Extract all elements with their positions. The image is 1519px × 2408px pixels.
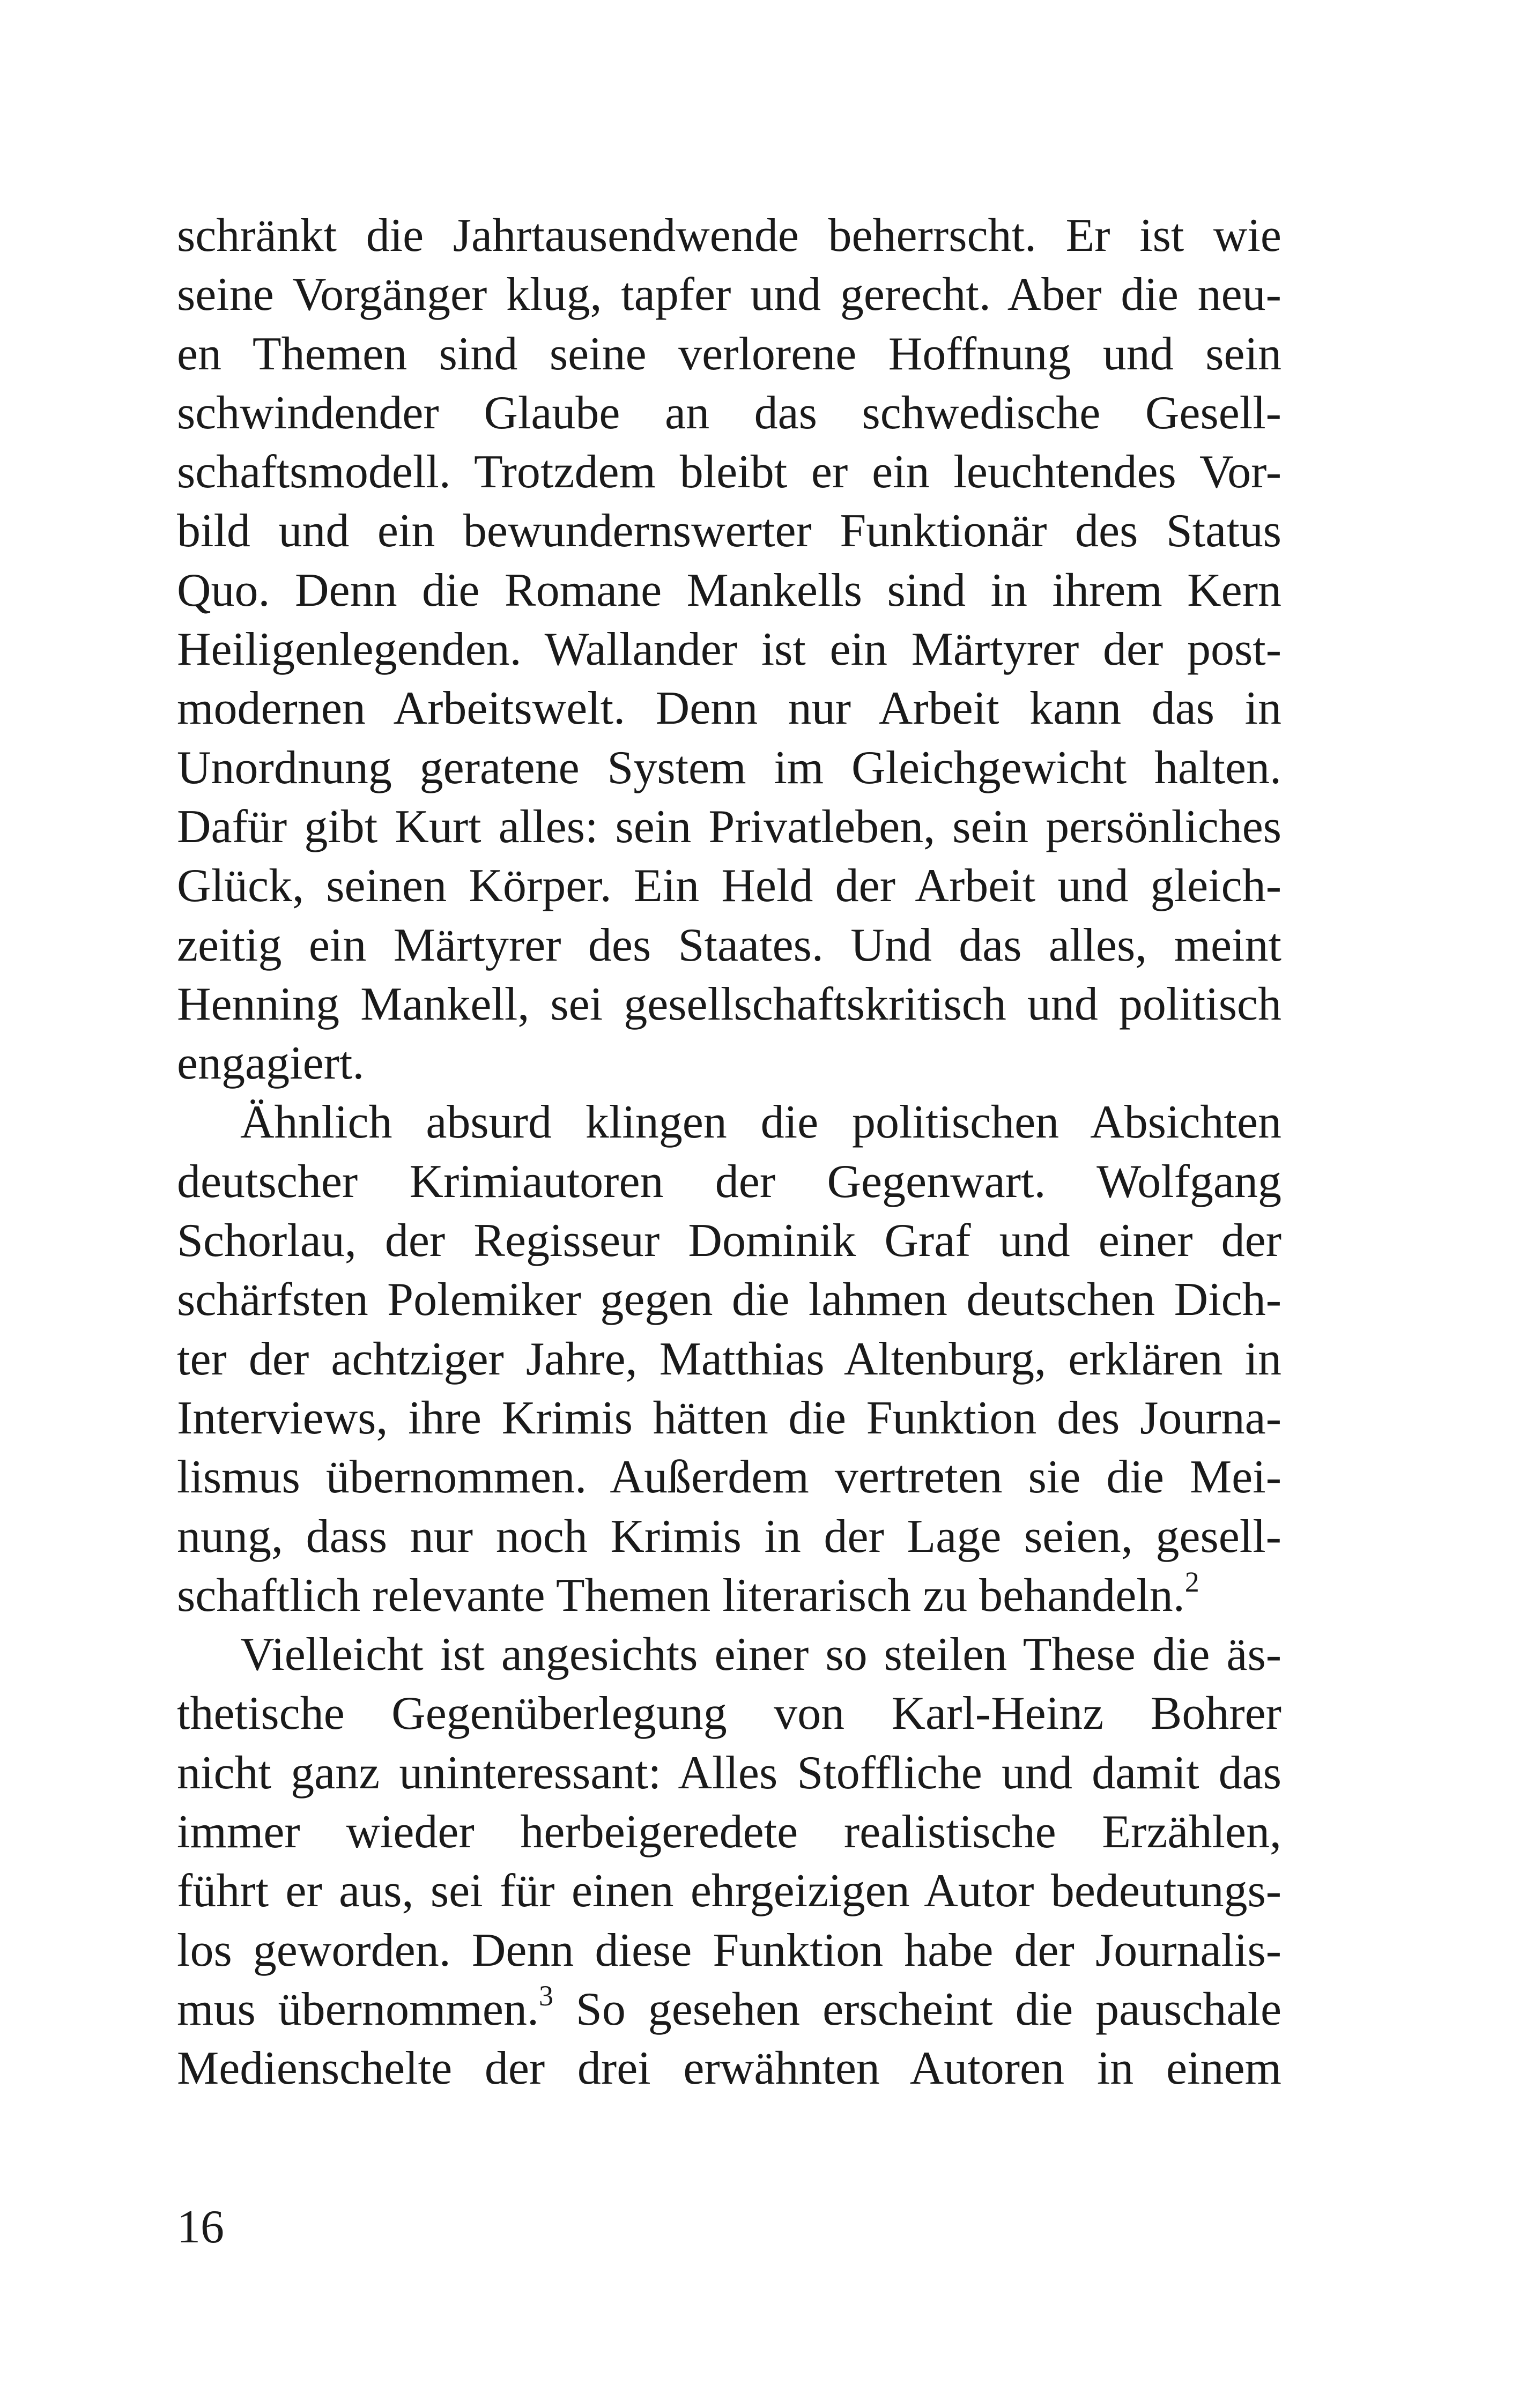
line-text: Henning Mankell, sei gesellschaftskritisch und politisch bbox=[177, 978, 1281, 1030]
text-line bbox=[177, 1507, 1281, 1566]
line-text: zeitig ein Märtyrer des Staates. Und das alles, meint bbox=[177, 919, 1281, 971]
line-text: lismus übernommen. Außerdem vertreten sie die Mei- bbox=[177, 1451, 1281, 1504]
text-line bbox=[177, 502, 1281, 561]
line-text: führt er aus, sei für einen ehrgeizigen Autor bedeutungs- bbox=[177, 1865, 1281, 1918]
line-text: schaftlich relevante Themen literarisch zu behandeln. bbox=[177, 1569, 1185, 1622]
line-text: nicht ganz uninteressant: Alles Stoffliche und damit das bbox=[177, 1746, 1281, 1799]
text-line bbox=[177, 1034, 1281, 1093]
text-line bbox=[177, 679, 1281, 738]
line-text: Vielleicht ist angesichts einer so steilen These die äs- bbox=[240, 1629, 1281, 1681]
line-text: thetische Gegenüberlegung von Karl-Heinz Bohrer bbox=[177, 1688, 1281, 1740]
paragraph bbox=[177, 1625, 1281, 2098]
line-text: Quo. Denn die Romane Mankells sind in ihrem Kern bbox=[177, 564, 1281, 616]
line-text: Ähnlich absurd klingen die politischen Absichten bbox=[240, 1096, 1281, 1149]
line-text: Heiligenlegenden. Wallander ist ein Märtyrer der post- bbox=[177, 623, 1281, 676]
text-line bbox=[177, 975, 1281, 1034]
line-text: en Themen sind seine verlorene Hoffnung und sein bbox=[177, 328, 1281, 380]
text-line bbox=[177, 1980, 1281, 2039]
line-text: deutscher Krimiautoren der Gegenwart. Wolfgang bbox=[177, 1155, 1281, 1208]
line-text: schärfsten Polemiker gegen die lahmen deutschen Dich- bbox=[177, 1274, 1281, 1326]
paragraph bbox=[177, 206, 1281, 1093]
text-line bbox=[177, 1330, 1281, 1389]
text-line bbox=[177, 620, 1281, 679]
line-text: immer wieder herbeigeredete realistische Erzählen, bbox=[177, 1806, 1281, 1859]
line-text: mus übernommen. bbox=[177, 1983, 539, 2035]
line-text: engagiert. bbox=[177, 1037, 365, 1090]
text-line bbox=[177, 1270, 1281, 1329]
line-text: So gesehen erscheint die pauschale bbox=[553, 1983, 1282, 2035]
text-line bbox=[177, 1566, 1281, 1625]
line-text: bild und ein bewundernswerter Funktionär des Status bbox=[177, 505, 1281, 558]
text-line bbox=[177, 384, 1281, 443]
line-text: ter der achtziger Jahre, Matthias Altenburg, erklären in bbox=[177, 1333, 1281, 1385]
line-text: modernen Arbeitswelt. Denn nur Arbeit kann das in bbox=[177, 682, 1281, 735]
page-number: 16 bbox=[177, 2201, 224, 2253]
text-line bbox=[177, 1684, 1281, 1743]
text-line bbox=[177, 1093, 1281, 1152]
line-text: Schorlau, der Regisseur Dominik Graf und einer der bbox=[177, 1215, 1281, 1267]
footnote-marker: 2 bbox=[1184, 1565, 1199, 1598]
line-text: schwindender Glaube an das schwedische Gesell- bbox=[177, 387, 1281, 439]
body-text bbox=[177, 206, 1281, 2099]
text-line bbox=[177, 1212, 1281, 1270]
footnote-marker: 3 bbox=[538, 1979, 553, 2012]
line-text: Unordnung geratene System im Gleichgewicht halten. bbox=[177, 741, 1281, 794]
text-line bbox=[177, 916, 1281, 975]
text-line bbox=[177, 1921, 1281, 1980]
text-line bbox=[177, 2039, 1281, 2098]
text-line bbox=[177, 1153, 1281, 1212]
line-text: schränkt die Jahrtausendwende beherrscht. Er ist wie bbox=[177, 210, 1281, 262]
line-text: schaftsmodell. Trotzdem bleibt er ein leuchtendes Vor- bbox=[177, 446, 1281, 499]
text-line bbox=[177, 1744, 1281, 1803]
line-text: Interviews, ihre Krimis hätten die Funktion des Journa- bbox=[177, 1392, 1281, 1444]
text-line bbox=[177, 325, 1281, 384]
text-line bbox=[177, 1389, 1281, 1448]
paragraph bbox=[177, 1093, 1281, 1625]
line-text: Glück, seinen Körper. Ein Held der Arbeit und gleich- bbox=[177, 860, 1281, 912]
text-line bbox=[177, 265, 1281, 324]
text-line bbox=[177, 206, 1281, 265]
text-line bbox=[177, 739, 1281, 798]
text-line bbox=[177, 561, 1281, 620]
text-line bbox=[177, 798, 1281, 857]
text-line bbox=[177, 857, 1281, 916]
text-line bbox=[177, 1448, 1281, 1507]
text-line bbox=[177, 443, 1281, 502]
line-text: nung, dass nur noch Krimis in der Lage seien, gesell- bbox=[177, 1510, 1281, 1563]
text-line bbox=[177, 1625, 1281, 1684]
line-text: Medienschelte der drei erwähnten Autoren in einem bbox=[177, 2042, 1281, 2095]
line-text: seine Vorgänger klug, tapfer und gerecht. Aber die neu- bbox=[177, 269, 1281, 321]
text-line bbox=[177, 1803, 1281, 1862]
line-text: los geworden. Denn diese Funktion habe der Journalis- bbox=[177, 1924, 1281, 1976]
text-line bbox=[177, 1862, 1281, 1921]
line-text: Dafür gibt Kurt alles: sein Privatleben, sein persönliches bbox=[177, 800, 1281, 853]
